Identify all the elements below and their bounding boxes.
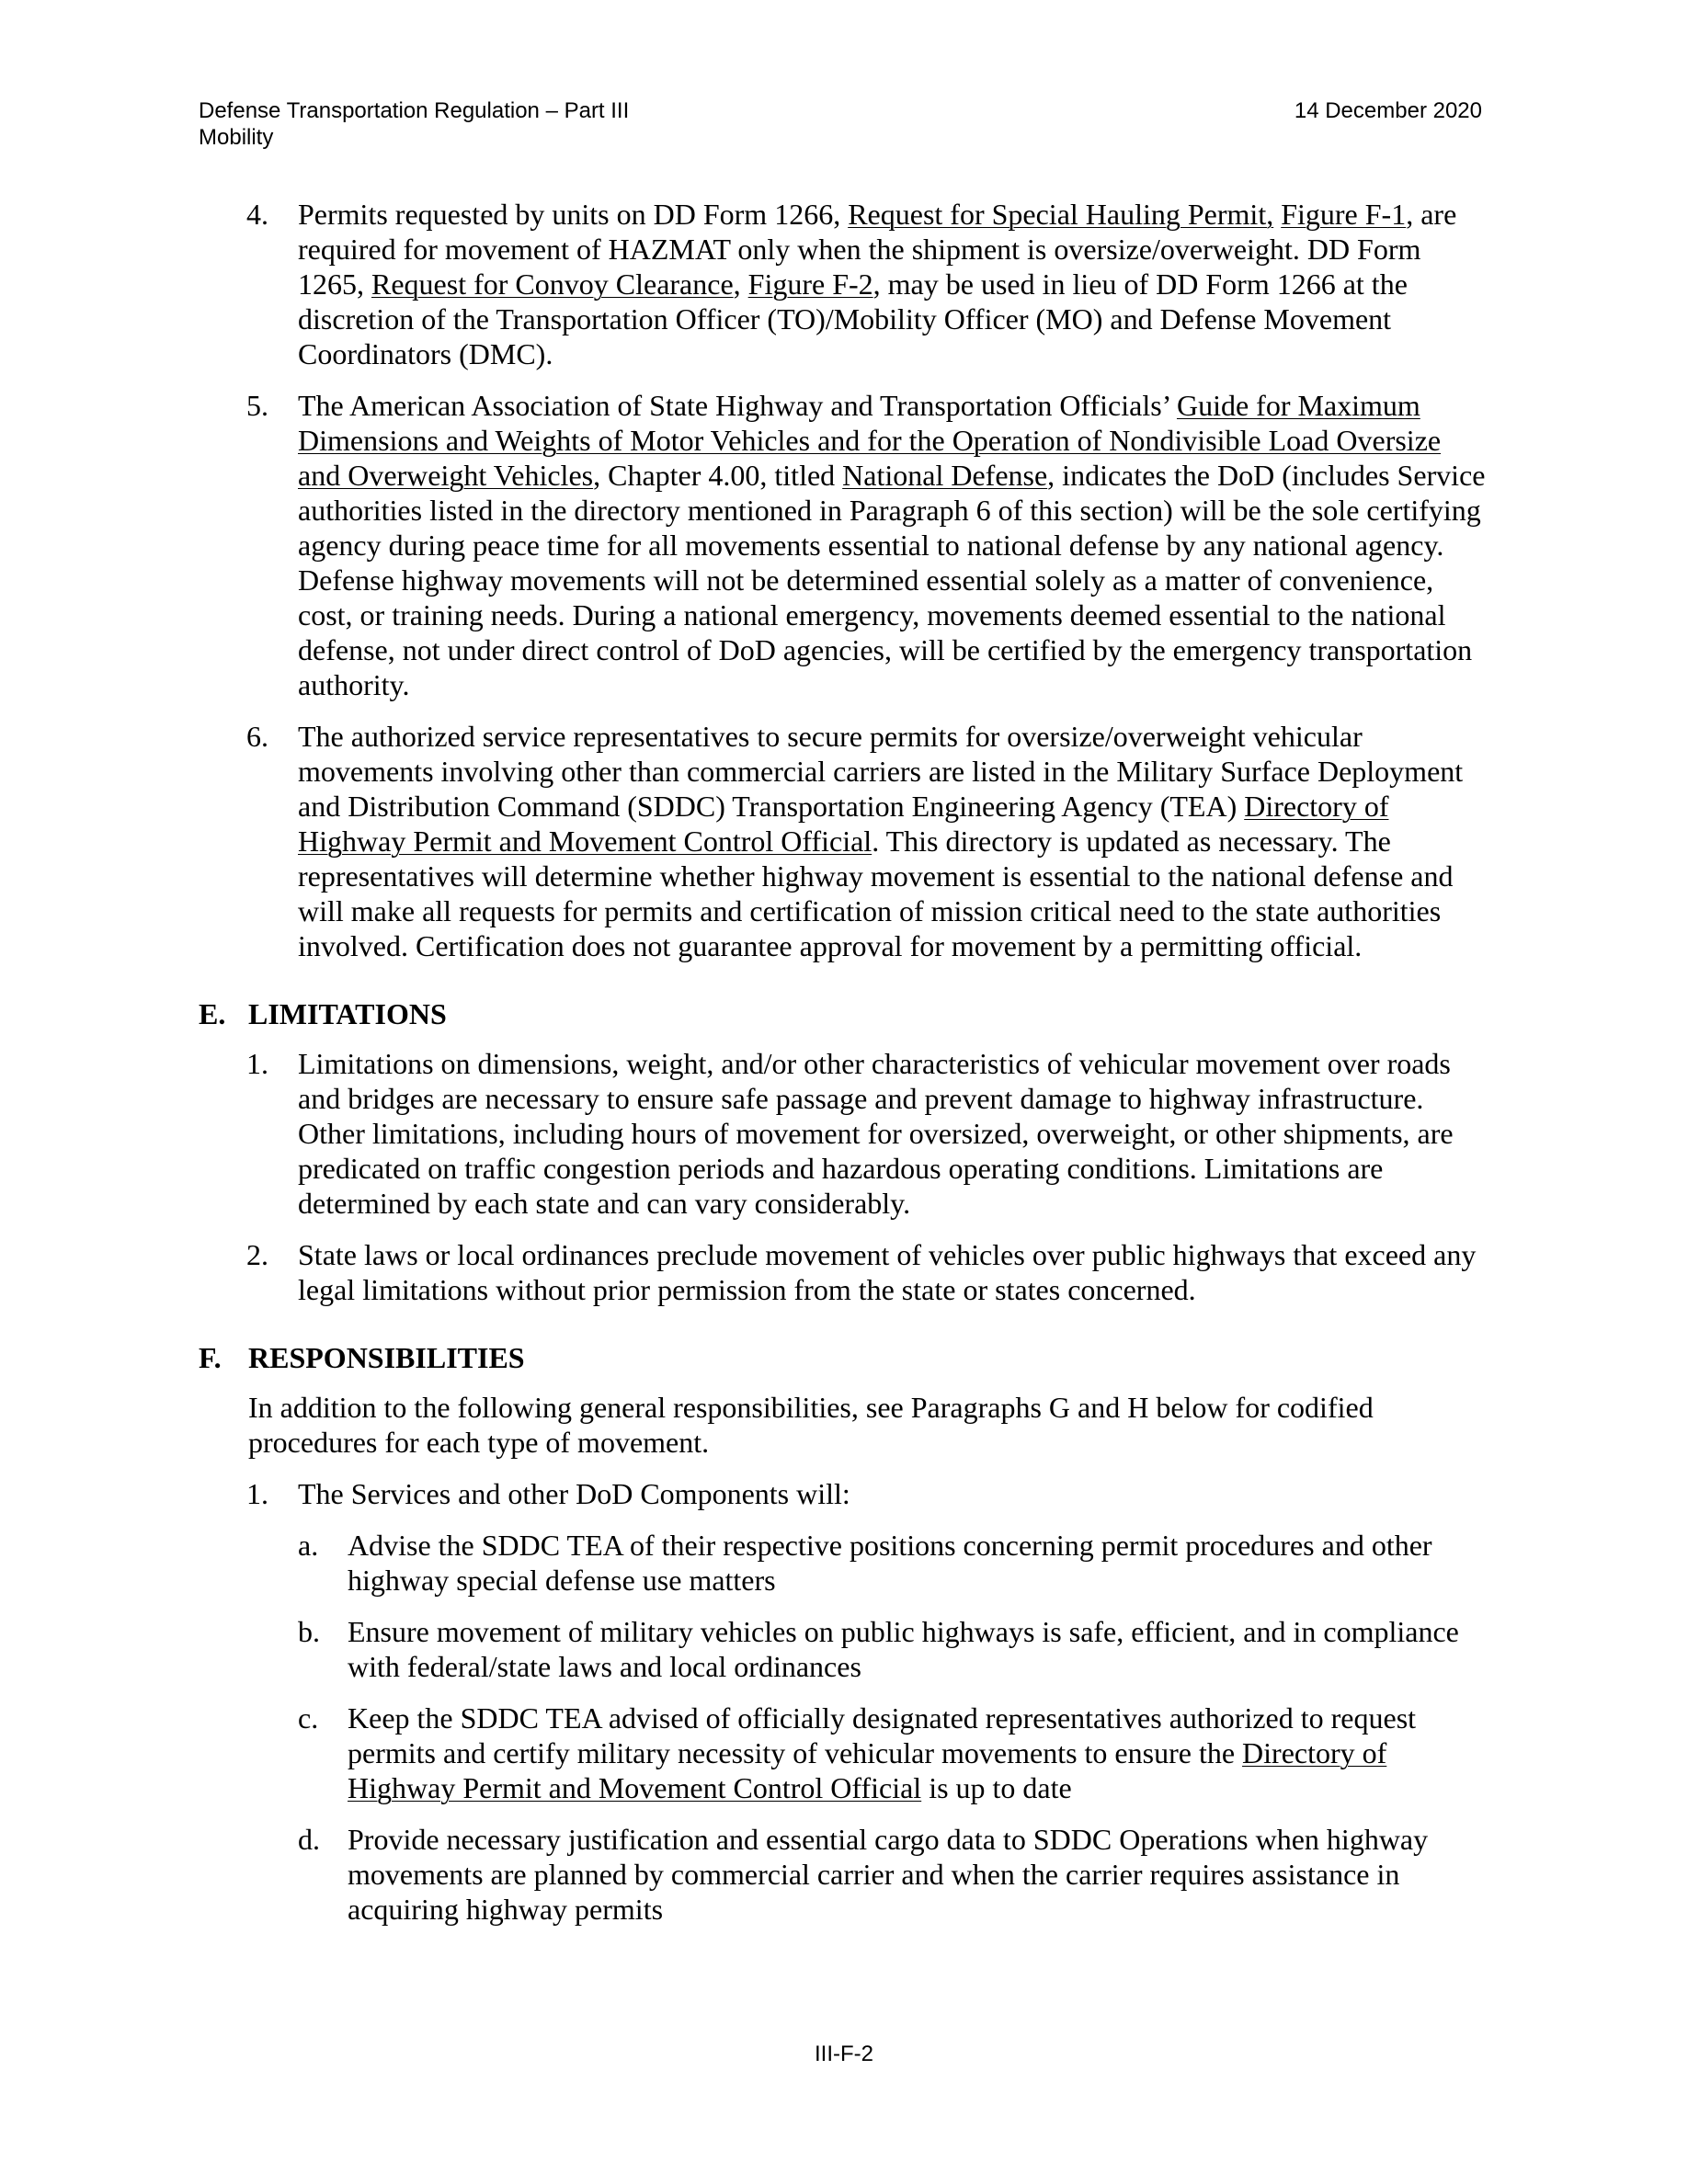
item-number: 4. (246, 198, 268, 231)
sub-item-letter: b. (298, 1615, 320, 1648)
sub-item-letter: d. (298, 1823, 320, 1856)
item-text: , Chapter 4.00, titled (593, 459, 843, 492)
item-text: The Services and other DoD Components will: (298, 1477, 850, 1510)
sub-item-a (199, 1528, 1490, 1598)
link-national-defense[interactable]: National Defense (842, 459, 1048, 492)
item-text: , (733, 267, 748, 301)
sub-item-text: is up to date (921, 1771, 1072, 1804)
section-letter: F. (199, 1341, 222, 1374)
header-title: Defense Transportation Regulation – Part III (199, 98, 630, 123)
list-item-e1 (199, 1046, 1490, 1221)
link-aashto-guide[interactable]: Guide for Maximum Dimensions and Weights of Motor Vehicles and for the Operation of Nondivisible Load Oversize and Overweight Vehicles (298, 389, 1442, 492)
item-text: , indicates the DoD (includes Service authorities listed in the directory mentioned in Paragraph 6 of this section) will be the sole certifying agency during peace time for all movements essential to national defense by any national agency. Defense highway movements will not be determined essential solely as a matter of convenience, cost, or training needs. During a national emergency, movements deemed essential to the national defense, not under direct control of DoD agencies, will be certified by the emergency transportation authority. (298, 459, 1486, 701)
section-heading-f (199, 1340, 1490, 1375)
item-text: State laws or local ordinances preclude movement of vehicles over public highways that exceed any legal limitations without prior permission from the state or states concerned. (298, 1238, 1477, 1306)
section-letter: E. (199, 997, 226, 1030)
sub-item-letter: c. (298, 1701, 319, 1735)
link-request-convoy-clearance[interactable]: Request for Convoy Clearance (371, 267, 734, 301)
item-number: 1. (246, 1477, 268, 1510)
link-directory-highway-permit[interactable]: Directory of Highway Permit and Movement Control Official (298, 790, 1389, 858)
section-title: RESPONSIBILITIES (248, 1341, 525, 1374)
item-text: The authorized service representatives to secure permits for oversize/overweight vehicular movements involving other than commercial carriers are listed in the Military Surface Deployment and Distribution Command (SDDC) Transportation Engineering Agency (TEA) (298, 720, 1464, 823)
item-text (1273, 198, 1281, 231)
item-text: Limitations on dimensions, weight, and/or other characteristics of vehicular movement over roads and bridges are necessary to ensure safe passage and prevent damage to highway infrastructure. Other limitations, including hours of movement for oversized, overweight, or other shipments, are predicated on traffic congestion periods and hazardous operating conditions. Limitations are determined by each state and can vary considerably. (298, 1047, 1454, 1220)
item-text: . This directory is updated as necessary. The representatives will determine whether highway movement is essential to the national defense and will make all requests for permits and certification of mission critical need to the state authorities involved. Certification does not guarantee approval for movement by a permitting official. (298, 825, 1454, 962)
list-item-4 (199, 197, 1490, 371)
item-number: 6. (246, 720, 268, 753)
document-body (199, 197, 1490, 1943)
link-request-special-hauling-permit[interactable]: Request for Special Hauling Permit, (848, 198, 1274, 231)
section-title: LIMITATIONS (248, 997, 447, 1030)
list-item-5 (199, 388, 1490, 702)
list-item-f1 (199, 1476, 1490, 1511)
sub-item-text: Provide necessary justification and essential cargo data to SDDC Operations when highway movements are planned by commercial carrier and when the carrier requires assistance in acquiring highway permits (348, 1823, 1429, 1926)
link-figure-f2[interactable]: Figure F-2 (747, 267, 873, 301)
page-number: III-F-2 (815, 2042, 873, 2066)
sub-item-letter: a. (298, 1529, 319, 1562)
sub-item-d (199, 1822, 1490, 1927)
list-item-6 (199, 719, 1490, 963)
link-directory-highway-permit[interactable]: Directory of Highway Permit and Movement Control Official (348, 1736, 1387, 1804)
item-number: 2. (246, 1238, 268, 1271)
sub-item-c (199, 1701, 1490, 1805)
sub-item-text: Keep the SDDC TEA advised of officially designated representatives authorized to request permits and certify military necessity of vehicular movements to ensure the (348, 1701, 1417, 1769)
sub-item-text: Advise the SDDC TEA of their respective positions concerning permit procedures and other highway special defense use matters (348, 1529, 1432, 1597)
link-figure-f1[interactable]: Figure F-1 (1281, 198, 1407, 231)
item-number: 1. (246, 1047, 268, 1080)
item-text: Permits requested by units on DD Form 1266, (298, 198, 849, 231)
header-date: 14 December 2020 (1294, 98, 1482, 123)
running-header-left (199, 97, 629, 151)
header-subtitle: Mobility (199, 125, 274, 150)
item-text: , are required for movement of HAZMAT only when the shipment is oversize/overweight. DD Form 1265, (298, 198, 1457, 301)
sub-item-text: Ensure movement of military vehicles on public highways is safe, efficient, and in compliance with federal/state laws and local ordinances (348, 1615, 1459, 1683)
sub-item-b (199, 1614, 1490, 1684)
item-text: , may be used in lieu of DD Form 1266 at the discretion of the Transportation Officer (TO)/Mobility Officer (MO) and Defense Movement Coordinators (DMC). (298, 267, 1408, 370)
section-heading-e (199, 996, 1490, 1031)
section-intro: In addition to the following general responsibilities, see Paragraphs G and H below for codified procedures for each type of movement. (248, 1391, 1374, 1459)
item-number: 5. (246, 389, 268, 422)
item-text: The American Association of State Highway and Transportation Officials’ (298, 389, 1177, 422)
list-item-e2 (199, 1237, 1490, 1307)
